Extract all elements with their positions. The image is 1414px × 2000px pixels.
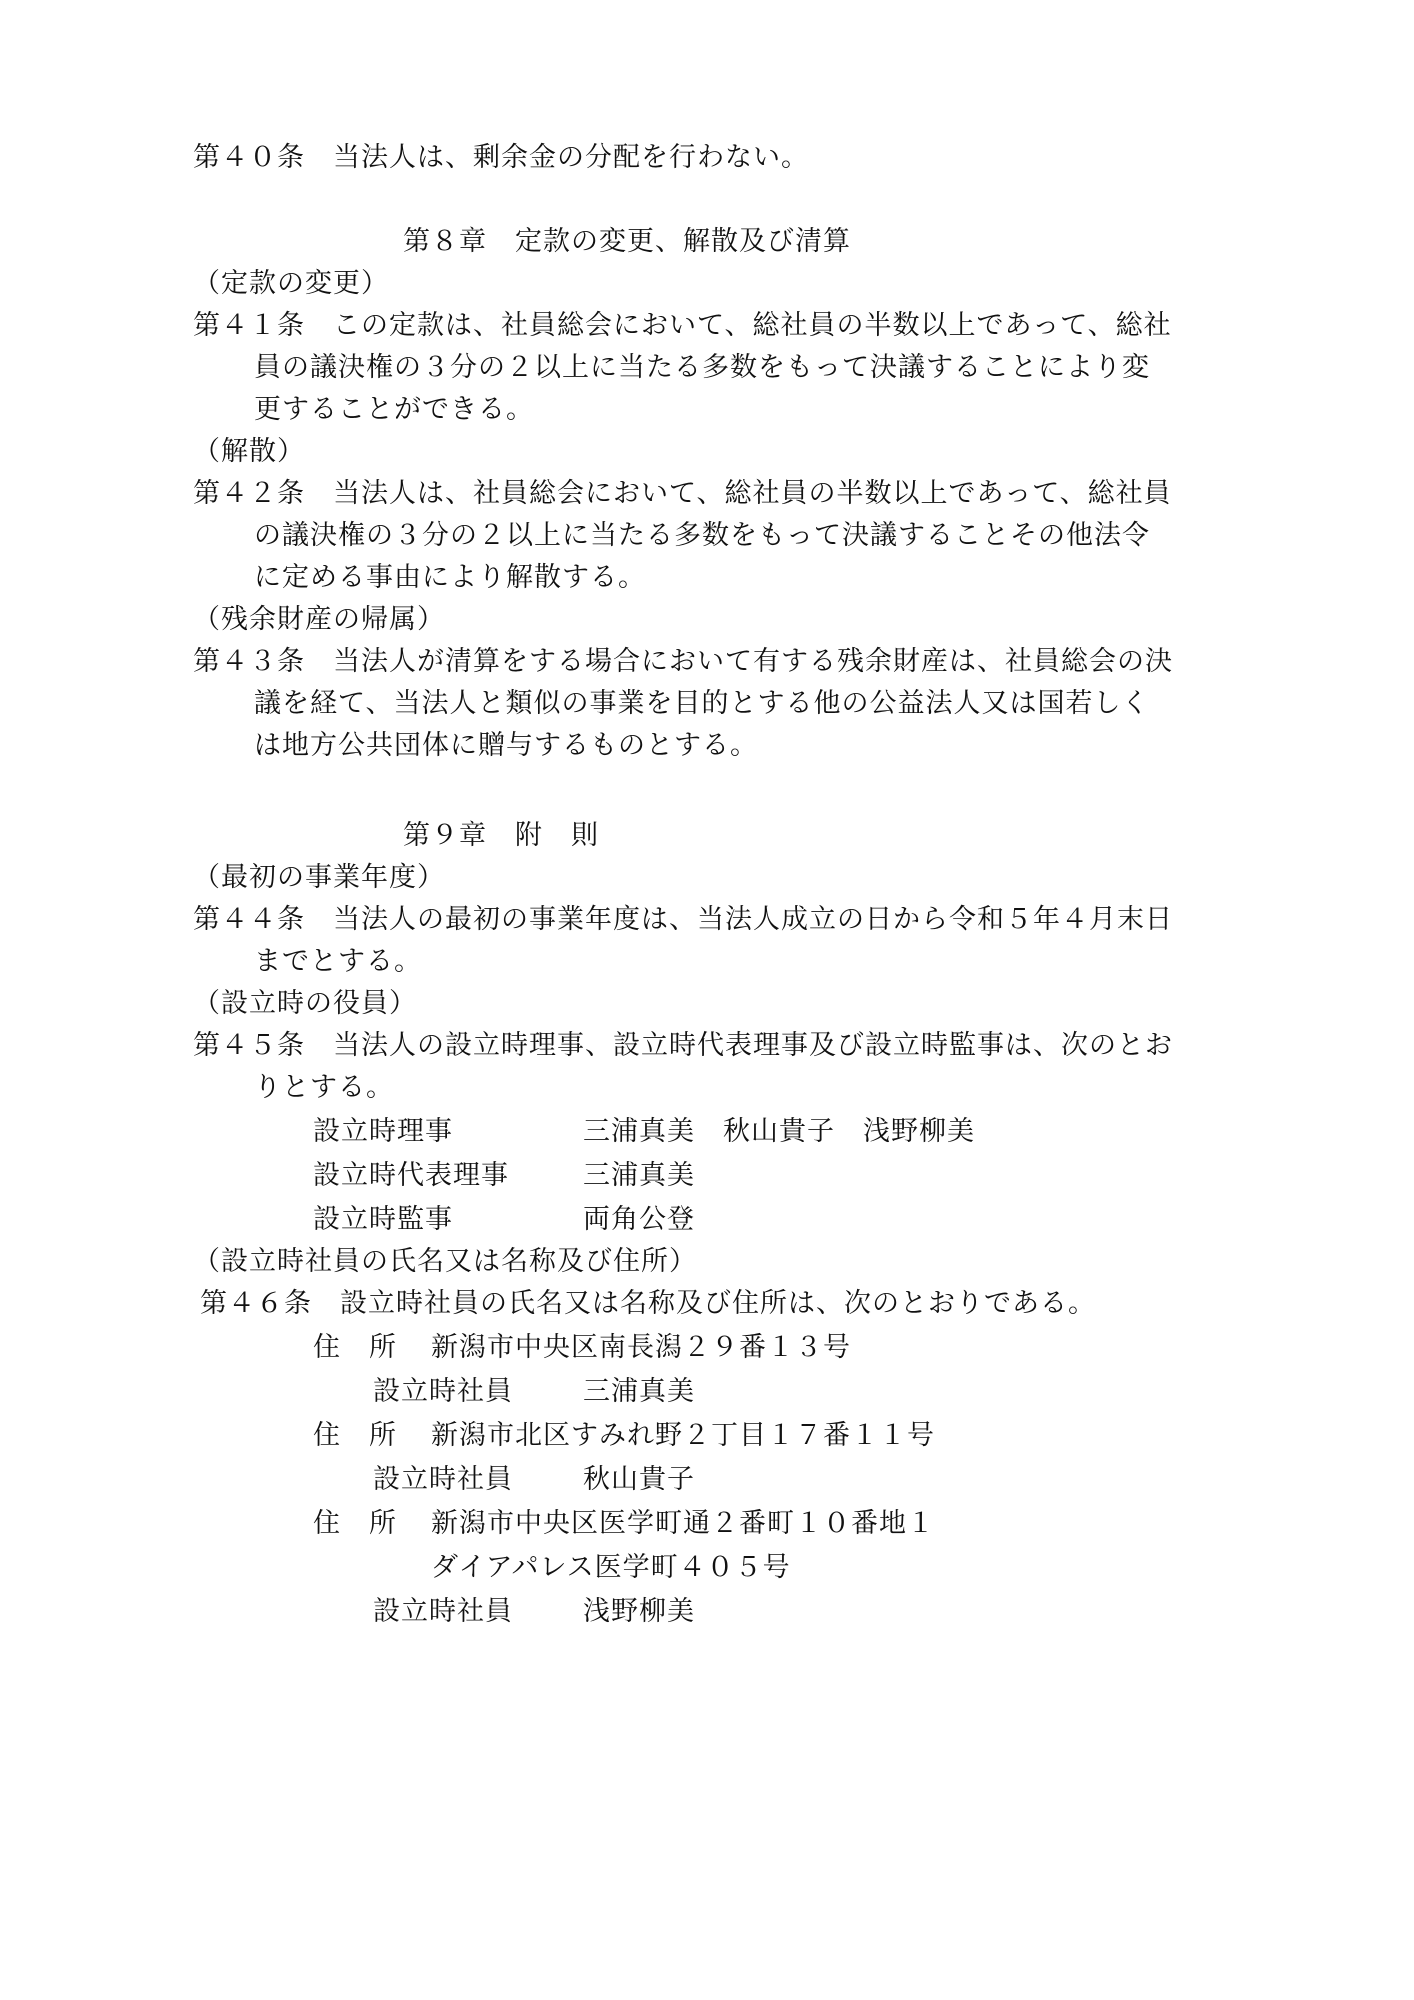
member-label: 設立時社員: [373, 1376, 513, 1407]
chapter-9-title: 第９章 附 則: [403, 820, 599, 851]
member-address-continuation: ダイアパレス医学町４０５号: [431, 1552, 791, 1583]
article-44-line-1: 第４４条 当法人の最初の事業年度は、当法人成立の日から令和５年４月末日: [193, 904, 1173, 935]
article-43-line-1: 第４３条 当法人が清算をする場合において有する残余財産は、社員総会の決: [193, 646, 1173, 677]
article-41-line-1: 第４１条 この定款は、社員総会において、総社員の半数以上であって、総社: [193, 310, 1172, 341]
article-42-caption: （解散）: [193, 436, 305, 467]
article-42-line-2: の議決権の３分の２以上に当たる多数をもって決議することその他法令: [254, 520, 1150, 551]
member-label: 設立時社員: [373, 1596, 513, 1627]
article-45-line-2: りとする。: [254, 1072, 394, 1103]
officer-names: 両角公登: [583, 1204, 695, 1235]
officer-role: 設立時監事: [313, 1204, 453, 1235]
member-address: 新潟市中央区医学町通２番町１０番地１: [431, 1508, 935, 1539]
member-name: 浅野柳美: [583, 1596, 695, 1627]
article-46-caption: （設立時社員の氏名又は名称及び住所）: [193, 1246, 697, 1277]
officer-names: 三浦真美 秋山貴子 浅野柳美: [583, 1116, 975, 1147]
article-41-line-3: 更することができる。: [254, 394, 534, 425]
officer-role: 設立時代表理事: [313, 1160, 509, 1191]
address-label: 住 所: [313, 1508, 397, 1539]
article-46-line-1: 第４６条 設立時社員の氏名又は名称及び住所は、次のとおりである。: [200, 1288, 1096, 1319]
member-address: 新潟市北区すみれ野２丁目１７番１１号: [431, 1420, 935, 1451]
article-43-line-3: は地方公共団体に贈与するものとする。: [254, 730, 758, 761]
member-address: 新潟市中央区南長潟２９番１３号: [431, 1332, 851, 1363]
article-45-line-1: 第４５条 当法人の設立時理事、設立時代表理事及び設立時監事は、次のとお: [193, 1030, 1173, 1061]
member-label: 設立時社員: [373, 1464, 513, 1495]
address-label: 住 所: [313, 1420, 397, 1451]
address-label: 住 所: [313, 1332, 397, 1363]
member-name: 秋山貴子: [583, 1464, 695, 1495]
article-43-caption: （残余財産の帰属）: [193, 604, 445, 635]
article-44-line-2: までとする。: [254, 946, 422, 977]
article-41-caption: （定款の変更）: [193, 268, 389, 299]
article-40-text: 第４０条 当法人は、剰余金の分配を行わない。: [193, 142, 809, 173]
officer-names: 三浦真美: [583, 1160, 695, 1191]
officer-role: 設立時理事: [313, 1116, 453, 1147]
article-44-caption: （最初の事業年度）: [193, 862, 445, 893]
article-45-caption: （設立時の役員）: [193, 988, 417, 1019]
article-43-line-2: 議を経て、当法人と類似の事業を目的とする他の公益法人又は国若しく: [254, 688, 1150, 719]
article-42-line-1: 第４２条 当法人は、社員総会において、総社員の半数以上であって、総社員: [193, 478, 1172, 509]
chapter-8-title: 第８章 定款の変更、解散及び清算: [403, 226, 851, 257]
article-41-line-2: 員の議決権の３分の２以上に当たる多数をもって決議することにより変: [254, 352, 1150, 383]
member-name: 三浦真美: [583, 1376, 695, 1407]
article-42-line-3: に定める事由により解散する。: [254, 562, 646, 593]
